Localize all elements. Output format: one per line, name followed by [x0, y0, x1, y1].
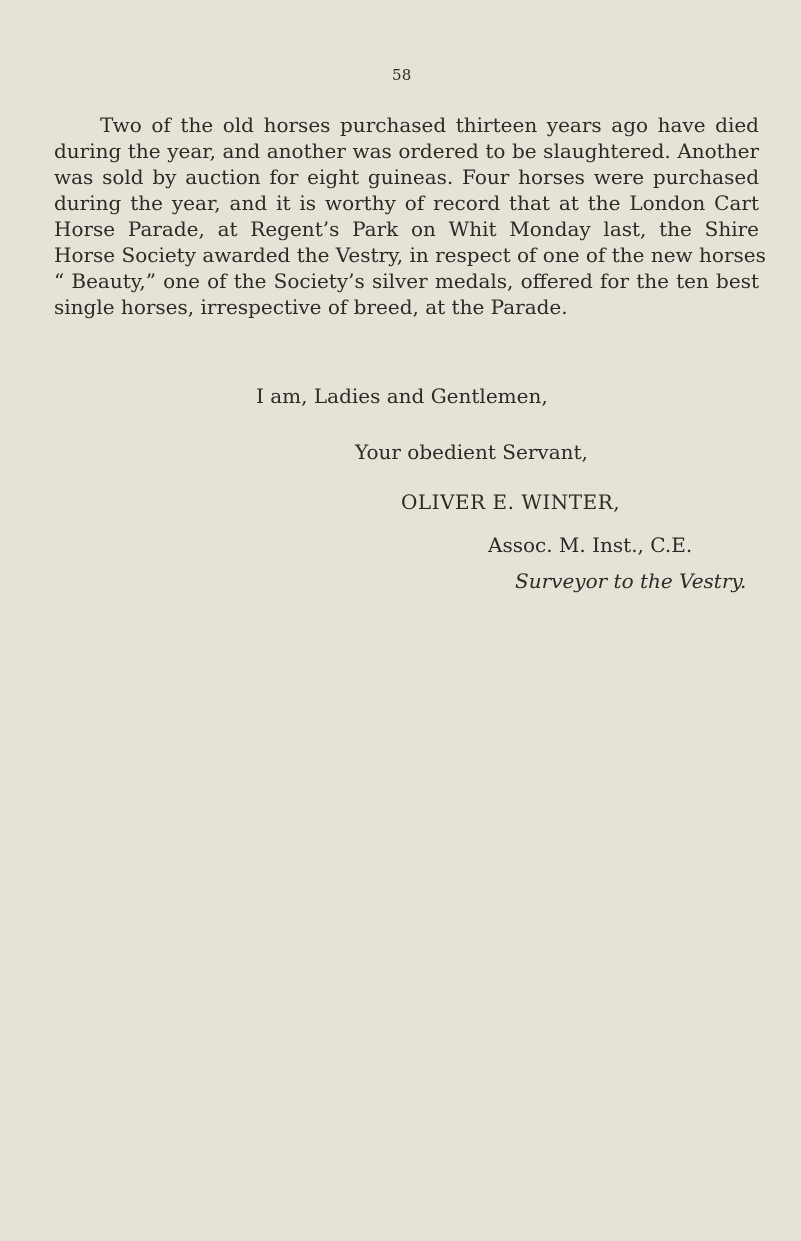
paragraph-line: single horses, irrespective of breed, at the Parade.	[54, 295, 568, 319]
paragraph-line: Horse Parade, at Regent’s Park on Whit Monday last, the Shire	[54, 217, 759, 241]
paragraph-line: was sold by auction for eight guineas. Four horses were purchased	[54, 165, 759, 189]
body-paragraph	[54, 112, 766, 320]
paragraph-line: during the year, and it is worthy of record that at the London Cart	[54, 191, 759, 215]
closing-servant-line: Your obedient Servant,	[355, 440, 588, 464]
closing-salutation: I am, Ladies and Gentlemen,	[256, 384, 548, 408]
signature-credentials: Assoc. M. Inst., C.E.	[488, 533, 693, 557]
signature-title: Surveyor to the Vestry.	[515, 569, 747, 593]
paragraph-line: “ Beauty,” one of the Society’s silver medals, offered for the ten best	[54, 269, 759, 293]
paragraph-line: Horse Society awarded the Vestry, in respect of one of the new horses	[54, 243, 766, 267]
signature-name: OLIVER E. WINTER,	[401, 490, 621, 514]
paragraph-line: Two of the old horses purchased thirteen years ago have died	[100, 113, 759, 137]
paragraph-line: during the year, and another was ordered to be slaughtered. Another	[54, 139, 759, 163]
page-number: 58	[392, 66, 412, 84]
